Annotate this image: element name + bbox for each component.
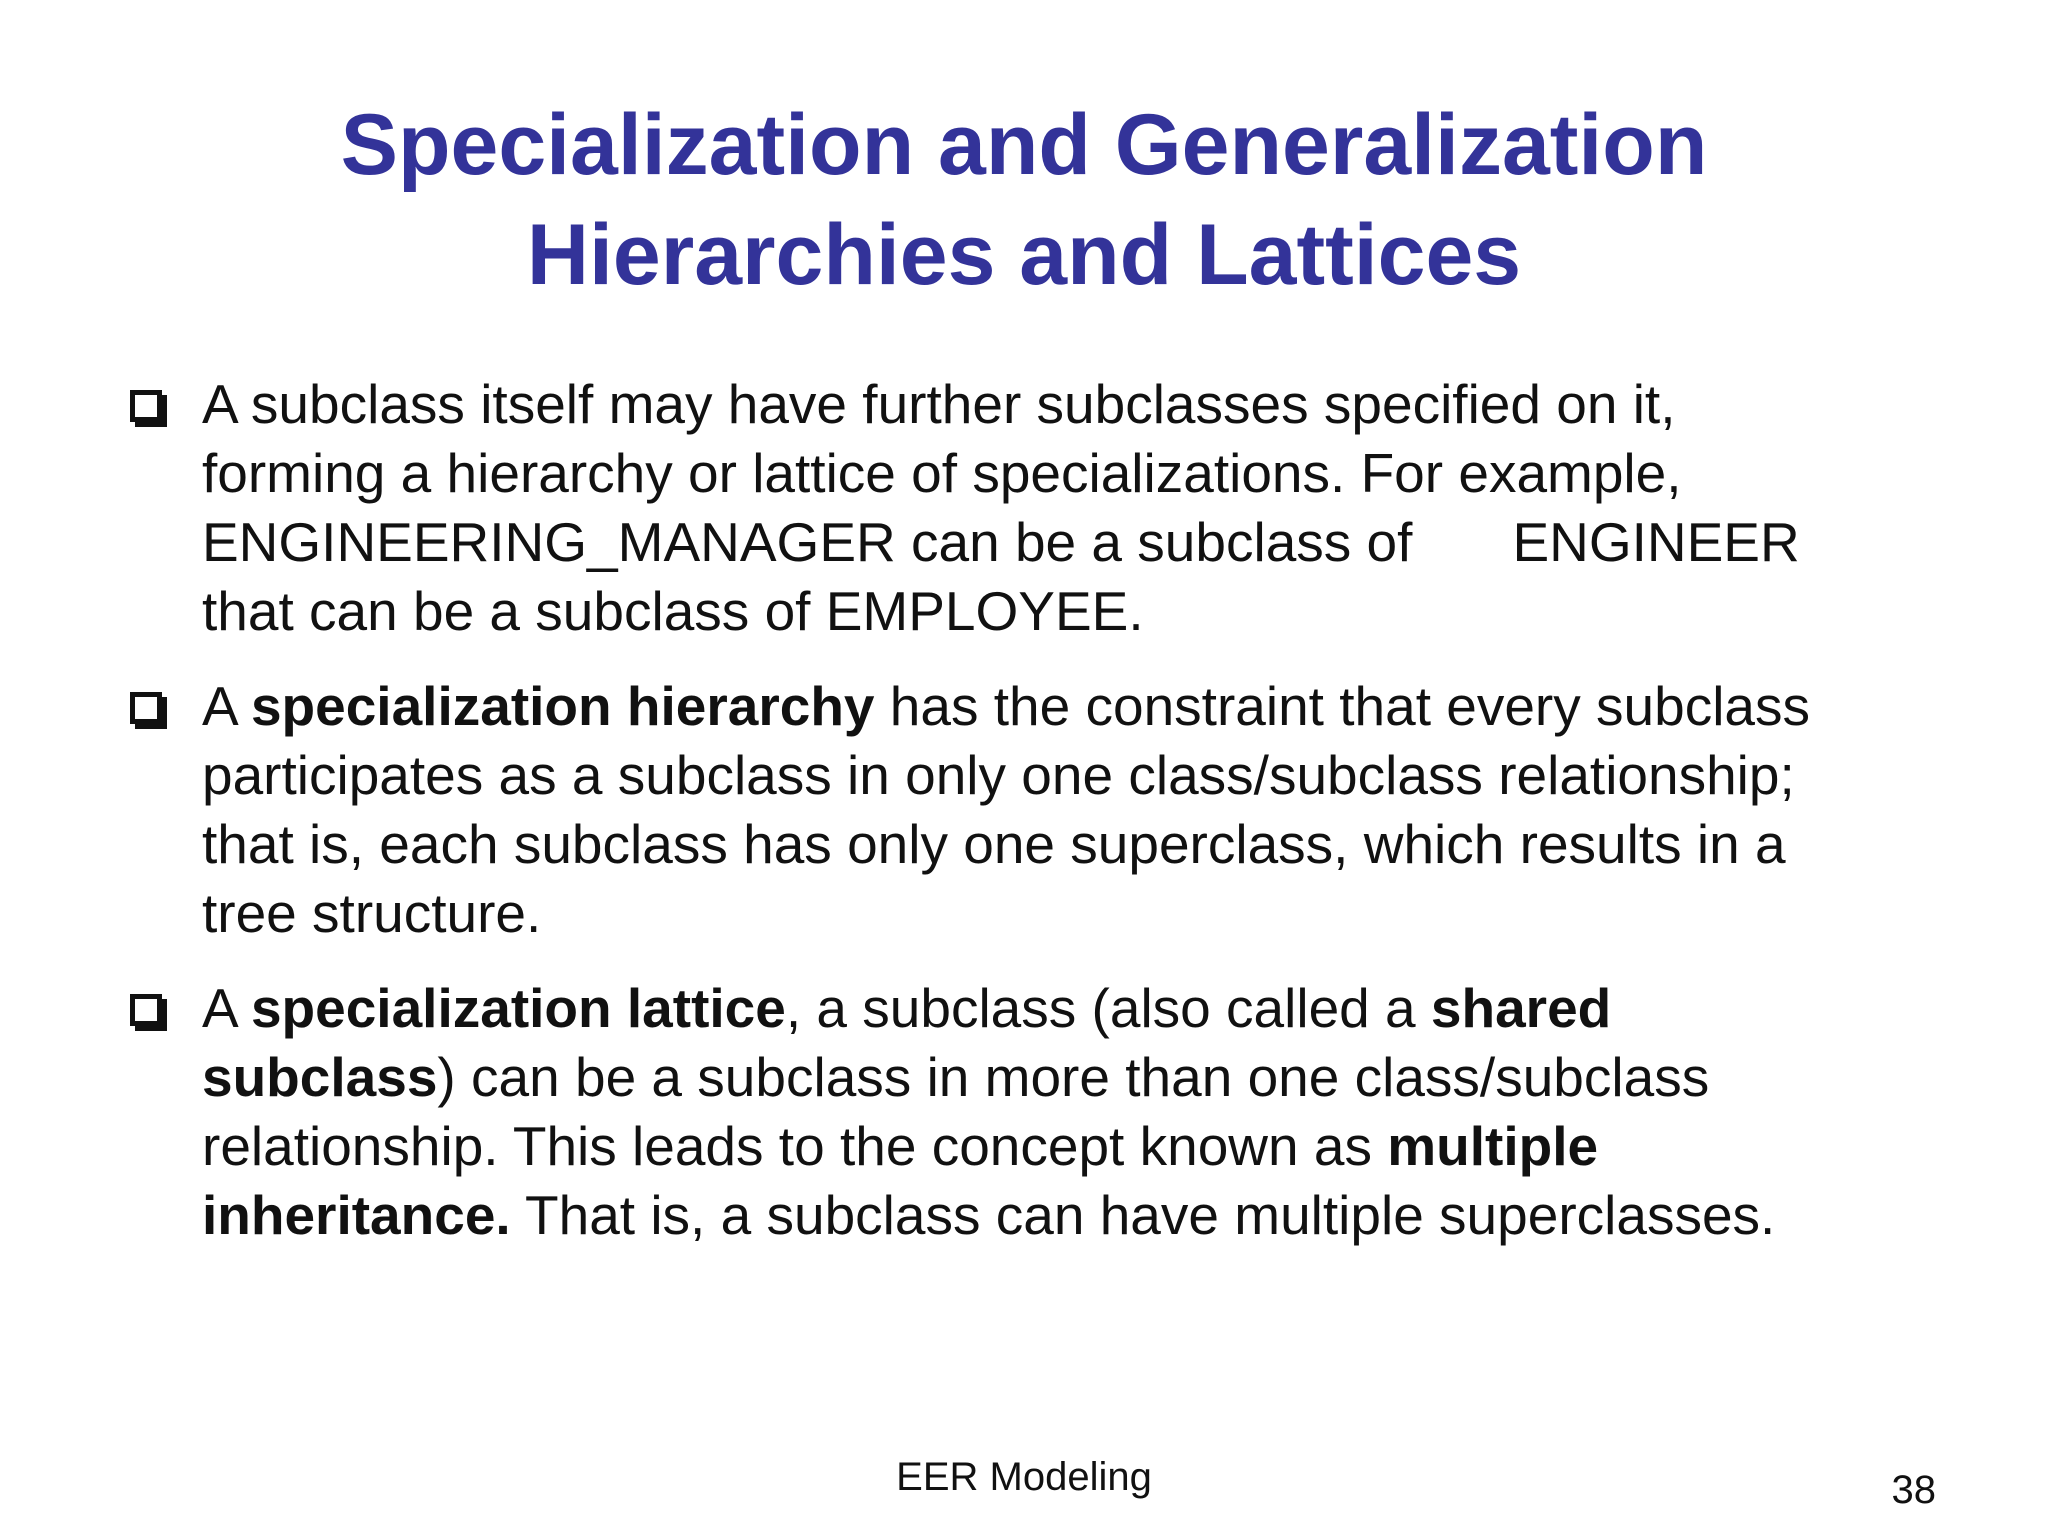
bullet-item-specialization-lattice bbox=[128, 974, 1908, 1250]
checkbox-bullet-icon bbox=[130, 994, 162, 1026]
title-line-2: Hierarchies and Lattices bbox=[526, 207, 1522, 303]
bullet-text-run: ) can be a subclass in more than one class/subclass bbox=[437, 1046, 1710, 1108]
bullet-line: forming a hierarchy or lattice of specializations. For example, bbox=[202, 442, 1682, 504]
bullet-text bbox=[202, 373, 1800, 642]
bullet-line: participates as a subclass in only one class/subclass relationship; bbox=[202, 744, 1795, 806]
bullet-line: that is, each subclass has only one superclass, which results in a bbox=[202, 813, 1786, 875]
checkbox-bullet-icon bbox=[130, 692, 162, 724]
bullet-line: A subclass itself may have further subclasses specified on it, bbox=[202, 373, 1676, 435]
checkbox-bullet-icon bbox=[130, 390, 162, 422]
bullet-list bbox=[128, 370, 1908, 1276]
bullet-line: ENGINEER bbox=[1512, 511, 1800, 573]
bold-term: inheritance. bbox=[202, 1184, 511, 1246]
slide-footer: EER Modeling bbox=[896, 1455, 1152, 1499]
bold-term: subclass bbox=[202, 1046, 438, 1108]
bold-term: specialization lattice bbox=[250, 977, 786, 1039]
bullet-line: ENGINEERING_MANAGER can be a subclass of bbox=[202, 511, 1413, 573]
bullet-text bbox=[202, 977, 1775, 1246]
bullet-text-run: A bbox=[202, 977, 251, 1039]
bold-term: multiple bbox=[1387, 1115, 1599, 1177]
bullet-item-subclass-hierarchy bbox=[128, 370, 1908, 646]
bullet-text bbox=[202, 675, 1810, 944]
slide-title bbox=[0, 90, 2048, 310]
bullet-text-run: A bbox=[202, 675, 251, 737]
page-number: 38 bbox=[1891, 1468, 1936, 1512]
bullet-line: tree structure. bbox=[202, 882, 542, 944]
bold-term: specialization hierarchy bbox=[250, 675, 875, 737]
bullet-text-run: That is, a subclass can have multiple superclasses. bbox=[510, 1184, 1776, 1246]
bold-term: shared bbox=[1430, 977, 1612, 1039]
bullet-line: that can be a subclass of EMPLOYEE. bbox=[202, 580, 1144, 642]
bullet-text-run: , a subclass (also called a bbox=[785, 977, 1431, 1039]
bullet-text-run: has the constraint that every subclass bbox=[874, 675, 1811, 737]
bullet-item-specialization-hierarchy bbox=[128, 672, 1908, 948]
bullet-text-run: relationship. This leads to the concept known as bbox=[202, 1115, 1388, 1177]
title-line-1: Specialization and Generalization bbox=[340, 97, 1708, 193]
